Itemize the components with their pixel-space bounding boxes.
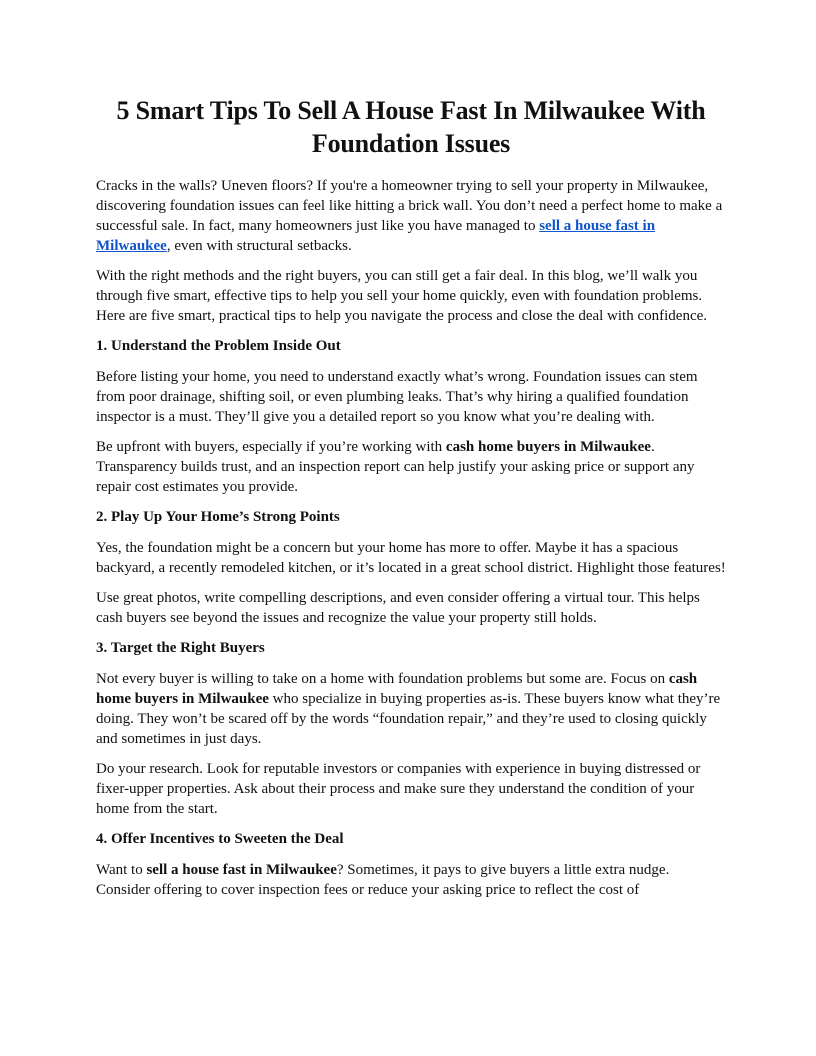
sell-house-fast-link[interactable]: sell a house fast in Milwaukee xyxy=(96,218,656,254)
tip-4-heading: 4. Offer Incentives to Sweeten the Deal xyxy=(96,831,344,847)
tip-3-heading: 3. Target the Right Buyers xyxy=(96,640,265,656)
tip-3-paragraph-1 xyxy=(96,669,726,749)
tip-2-paragraph-2: Use great photos, write compelling descriptions, and even consider offering a virtual tour. This helps cash buyers see beyond the issues and recognize the value your property still holds. xyxy=(96,590,700,626)
intro-paragraph-1 xyxy=(96,176,726,256)
intro-text: Cracks in the walls? Uneven floors? If you're a homeowner trying to sell your property in Milwaukee, discovering foundation issues can feel like hitting a brick wall. You don’t need a perfect home to make a successful sale. In fact, many homeowners just like you have managed to xyxy=(96,178,723,234)
page-title: 5 Smart Tips To Sell A House Fast In Milwaukee With Foundation Issues xyxy=(116,96,706,158)
tip-1-text-end: . Transparency builds trust, and an inspection report can help justify your asking price or support any repair cost estimates you provide. xyxy=(96,439,695,495)
tip-4-paragraph-1 xyxy=(96,860,726,900)
tip-4-text: Want to xyxy=(96,862,147,878)
tip-1-paragraph-2 xyxy=(96,437,726,497)
tip-1-text: Be upfront with buyers, especially if you’re working with xyxy=(96,439,446,455)
tip-3-bold-phrase: cash home buyers in Milwaukee xyxy=(96,671,698,707)
tip-4-text-end: ? Sometimes, it pays to give buyers a little extra nudge. Consider offering to cover inspection fees or reduce your asking price to reflect the cost of xyxy=(96,862,670,898)
tip-3-text-end: who specialize in buying properties as-is. These buyers know what they’re doing. They won’t be scared off by the words “foundation repair,” and they’re used to closing quickly and sometimes in just days. xyxy=(96,691,721,747)
tip-1-paragraph-1: Before listing your home, you need to understand exactly what’s wrong. Foundation issues can stem from poor drainage, shifting soil, or even plumbing leaks. That’s why hiring a qualified foundation inspector is a must. They’ll give you a detailed report so you know what you’re dealing with. xyxy=(96,369,698,425)
tip-1-heading: 1. Understand the Problem Inside Out xyxy=(96,338,341,354)
tip-2-paragraph-1: Yes, the foundation might be a concern but your home has more to offer. Maybe it has a spacious backyard, a recently remodeled kitchen, or it’s located in a great school district. Highlight those features! xyxy=(96,540,726,576)
intro-paragraph-2: With the right methods and the right buyers, you can still get a fair deal. In this blog, we’ll walk you through five smart, effective tips to help you sell your home quickly, even with foundation problems. Here are five smart, practical tips to help you navigate the process and close the deal with confidence. xyxy=(96,268,708,324)
tip-4-bold-phrase: sell a house fast in Milwaukee xyxy=(146,862,337,878)
intro-text-end: , even with structural setbacks. xyxy=(166,238,352,254)
tip-2-heading: 2. Play Up Your Home’s Strong Points xyxy=(96,509,340,525)
tip-3-paragraph-2: Do your research. Look for reputable investors or companies with experience in buying distressed or fixer-upper properties. Ask about their process and make sure they understand the condition of your home from the start. xyxy=(96,761,701,817)
tip-3-text: Not every buyer is willing to take on a home with foundation problems but some are. Focus on xyxy=(96,671,669,687)
tip-1-bold-phrase: cash home buyers in Milwaukee xyxy=(445,439,651,455)
document-page xyxy=(96,94,726,910)
